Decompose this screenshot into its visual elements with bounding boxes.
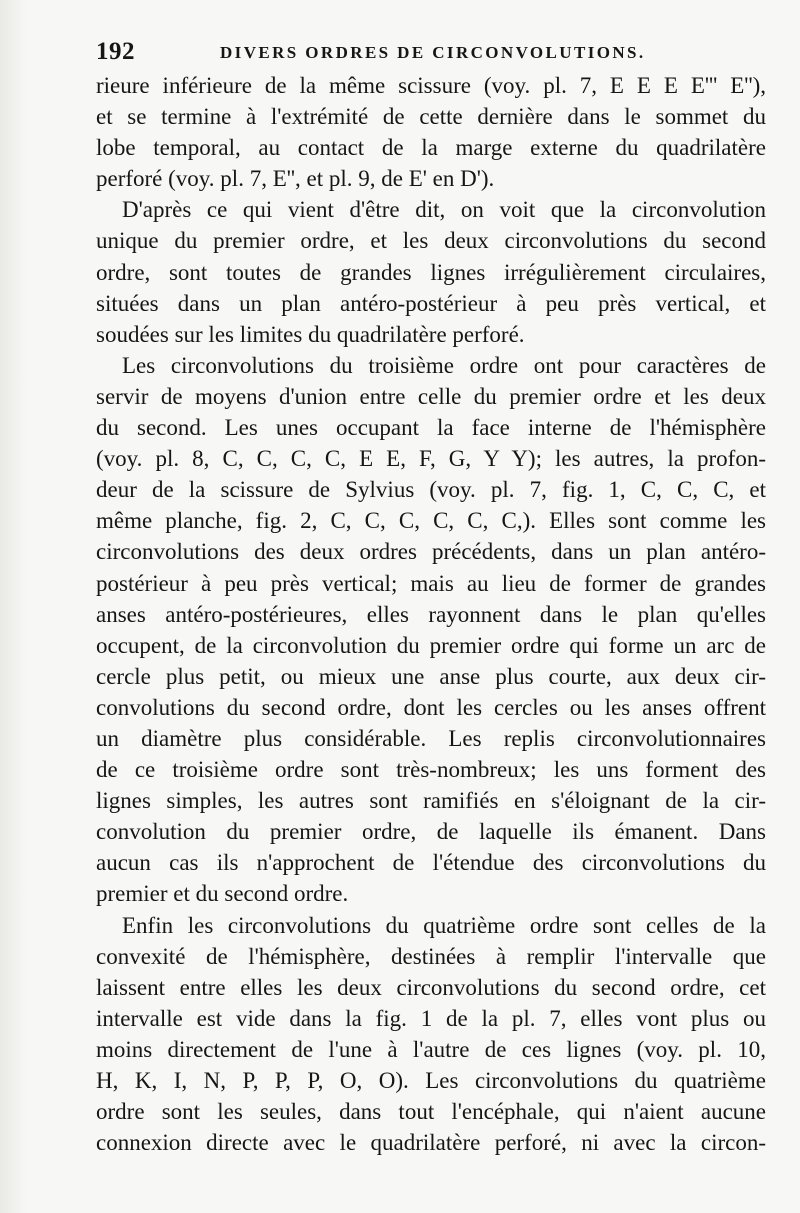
page-gutter-shade	[0, 0, 26, 1213]
text-line: ordre, sont toutes de grandes lignes irrégulièrement circulaires,	[96, 259, 766, 285]
text-line: de ce troisième ordre sont très-nombreux; les uns forment des	[96, 757, 766, 783]
text-line: convolutions du second ordre, dont les cercles ou les anses offrent	[96, 694, 766, 720]
text-line: même planche, fig. 2, C, C, C, C, C, C,). Elles sont comme les	[96, 508, 766, 534]
text-line: convexité de l'hémisphère, destinées à remplir l'intervalle que	[96, 943, 766, 969]
text-line: cercle plus petit, ou mieux une anse plus courte, aux deux cir-	[96, 663, 766, 689]
text-line: Les circonvolutions du troisième ordre ont pour caractères de	[122, 352, 766, 378]
text-line: unique du premier ordre, et les deux circonvolutions du second	[96, 228, 766, 254]
text-line: et se termine à l'extrémité de cette dernière dans le sommet du	[96, 104, 766, 130]
text-line: (voy. pl. 8, C, C, C, C, E E, F, G, Y Y); les autres, la profon-	[96, 446, 766, 472]
text-line: Enfin les circonvolutions du quatrième ordre sont celles de la	[122, 912, 766, 938]
text-line: ordre sont les seules, dans tout l'encéphale, qui n'aient aucune	[96, 1099, 766, 1125]
text-line: D'après ce qui vient d'être dit, on voit que la circonvolution	[122, 197, 766, 223]
text-line: laissent entre elles les deux circonvolutions du second ordre, cet	[96, 974, 766, 1000]
text-line: moins directement de l'une à l'autre de ces lignes (voy. pl. 10,	[96, 1036, 766, 1062]
text-line: servir de moyens d'union entre celle du premier ordre et les deux	[96, 383, 766, 409]
text-line: du second. Les unes occupant la face interne de l'hémisphère	[96, 415, 766, 441]
text-line: lobe temporal, au contact de la marge externe du quadrilatère	[96, 135, 766, 161]
text-line: lignes simples, les autres sont ramifiés en s'éloignant de la cir-	[96, 788, 766, 814]
page-header	[96, 38, 776, 68]
text-line: anses antéro-postérieures, elles rayonnent dans le plan qu'elles	[96, 601, 766, 627]
text-line: intervalle est vide dans la fig. 1 de la pl. 7, elles vont plus ou	[96, 1005, 766, 1031]
text-line: convolution du premier ordre, de laquelle ils émanent. Dans	[96, 819, 766, 845]
text-line: aucun cas ils n'approchent de l'étendue des circonvolutions du	[96, 850, 766, 876]
text-line: un diamètre plus considérable. Les replis circonvolutionnaires	[96, 725, 766, 751]
text-line: situées dans un plan antéro-postérieur à peu près vertical, et	[96, 290, 766, 316]
text-line: occupent, de la circonvolution du premier ordre qui forme un arc de	[96, 632, 766, 658]
text-line: postérieur à peu près vertical; mais au lieu de former de grandes	[96, 570, 766, 596]
body-text	[96, 70, 766, 1158]
text-line: soudées sur les limites du quadrilatère perforé.	[96, 321, 525, 347]
running-head: DIVERS ORDRES DE CIRCONVOLUTIONS.	[220, 43, 646, 62]
text-line: premier et du second ordre.	[96, 881, 349, 907]
text-line: circonvolutions des deux ordres précédents, dans un plan antéro-	[96, 539, 766, 565]
page-number: 192	[96, 38, 135, 65]
text-line: deur de la scissure de Sylvius (voy. pl. 7, fig. 1, C, C, C, et	[96, 477, 766, 503]
text-line: perforé (voy. pl. 7, E'', et pl. 9, de E' en D').	[96, 166, 495, 192]
text-line: connexion directe avec le quadrilatère perforé, ni avec la circon-	[96, 1130, 766, 1156]
text-line: rieure inférieure de la même scissure (voy. pl. 7, E E E E''' E''),	[96, 73, 766, 98]
text-line: H, K, I, N, P, P, P, O, O). Les circonvolutions du quatrième	[96, 1068, 766, 1093]
